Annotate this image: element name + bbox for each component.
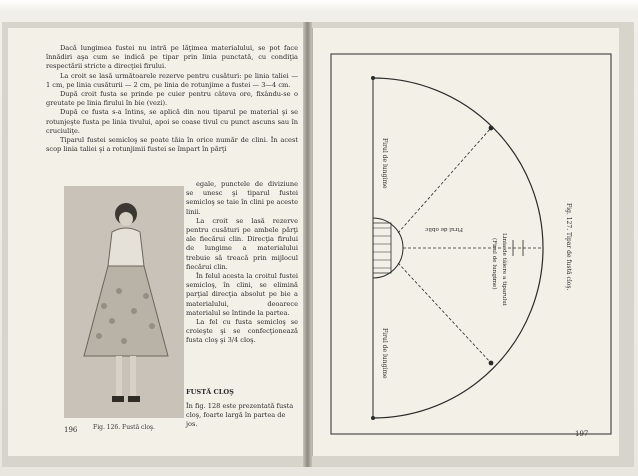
wrapped-text [186, 180, 298, 346]
page-number: 196 [64, 426, 78, 434]
figure-caption: Fig. 126. Fustă cloş. [93, 424, 155, 431]
paragraph: Tiparul fustei semicloş se poate tăia în orice număr de clini. În acest scop linia taliei şi a rotunjimii fustei se împart în părţi [46, 136, 298, 154]
right-page [312, 28, 619, 456]
skirt-photo [64, 186, 184, 418]
paragraph: egale, punctele de diviziune se unesc şi tiparul fustei semicloş se taie în clini pe aceste linii. [186, 180, 298, 216]
paragraph: Dacă lungimea fustei nu intră pe lăţimea materialului, se pot face înnădiri aşa cum se indică pe tipar prin linia punctată, cu condiţia respectării stricte a direcţiei firului. [46, 44, 298, 71]
paragraph: La croit se lasă rezerve pentru cusături pe ambele părţi ale fiecărui clin. Direcţia firului de lungime a materialului trebuie să treacă prin mijlocul fiecărui clin. [186, 216, 298, 271]
paragraph: La croit se lasă următoarele rezerve pentru cusături: pe linia taliei — 1 cm, pe linia cusăturii — 2 cm, pe linia de rotunjime a fustei — 3—4 cm. [46, 71, 298, 89]
paragraph: La fel cu fusta semicloş se croieşte şi se confecţionează fusta cloş şi 3/4 cloş. [186, 318, 298, 345]
page-number: 197 [575, 430, 589, 438]
paragraph: În felul acesta la croitul fustei semicloş, în clini, se elimină parţial direcţia absolut pe bie a materialului, deoarece materialul se întinde la partea. [186, 272, 298, 317]
section-text: În fig. 128 este prezentată fusta cloş, foarte largă în partea de jos. [186, 402, 294, 429]
left-page-text [46, 44, 298, 154]
label-talie: (Firul de lungime) [491, 238, 497, 290]
label-rotunjime: Linia de tăiere a tiparului [501, 233, 507, 306]
paragraph: După ce fusta s-a întins, se aplică din nou tiparul pe material şi se rotunjeşte fusta pe linia tivului, apoi se coase tivul cu punct ascuns sau în cruciuliţe. [46, 108, 298, 135]
skirt-pattern-diagram [313, 28, 619, 456]
label-fir-lungime-bottom: Firul de lungime [381, 328, 388, 379]
label-fir-lungime-top: Firul de lungime [381, 138, 388, 189]
left-page [8, 28, 304, 456]
figure-caption: Fig. 127. Tipar de fustă cloş. [565, 203, 572, 291]
label-fir-bie: Firul de oblic [425, 226, 463, 232]
paragraph: După croit fusta se prinde pe cuier pentru câteva ore, fixându-se o greutate pe linia firului în bie (vezi). [46, 90, 298, 108]
skirt-photo-illustration [64, 186, 184, 418]
open-book [2, 22, 634, 467]
book-gutter [303, 22, 312, 467]
section-heading: FUSTĂ CLOŞ [186, 388, 234, 396]
